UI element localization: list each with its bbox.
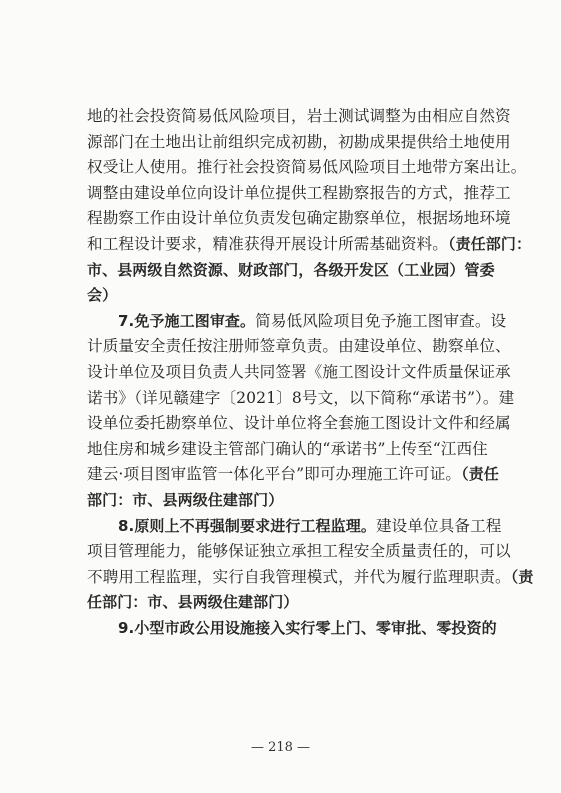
text-run: 简易低风险项目免予施工图审查。设: [255, 311, 507, 330]
text-run: 和工程设计要求，精准获得开展设计所需基础资料。: [87, 234, 448, 253]
responsible-department: （责任: [461, 465, 499, 484]
responsible-department: 市、县两级自然资源、财政部门，各级开发区（工业园）管委: [87, 260, 495, 279]
text-line: 调整由建设单位向设计单位提供工程勘察报告的方式，推荐工: [87, 183, 511, 202]
text-line: [87, 462, 499, 488]
page-number: — 218 —: [250, 740, 311, 755]
text-line: [87, 514, 502, 540]
text-line: [87, 232, 532, 258]
text-line: 地住房和城乡建设主管部门确认的“承诺书”上传至“江西住: [87, 439, 488, 458]
text-line: [87, 616, 497, 642]
text-line: 地的社会投资简易低风险项目，岩土测试调整为由相应自然资: [87, 107, 511, 125]
text-line: 设单位委托勘察单位、设计单位将全套施工图设计文件和经属: [87, 414, 511, 433]
responsible-department: （责: [510, 567, 534, 586]
text-line: 权受让人使用。推行社会投资简易低风险项目土地带方案出让。: [87, 158, 527, 177]
responsible-department: （责任部门：: [447, 234, 532, 253]
text-run: 不聘用工程监理，实行自我管理模式，并代为履行监理职责。: [87, 567, 511, 586]
item-heading-7: 7.免予施工图审查。: [118, 311, 256, 330]
text-line: 源部门在土地出让前组织完成初勘，初勘成果提供给土地使用: [87, 132, 511, 151]
responsible-department: 会）: [87, 286, 118, 305]
document-body: [87, 104, 534, 641]
text-line: 程勘察工作由设计单位负责发包确定勘察单位，根据场地环境: [87, 209, 511, 228]
item-heading-8: 8.原则上不再强制要求进行工程监理。: [118, 516, 376, 535]
responsible-department: 任部门：市、县两级住建部门）: [87, 593, 299, 612]
text-run: 建云·项目图审监管一体化平台”即可办理施工许可证。: [87, 465, 462, 484]
text-run: 建设单位具备工程: [375, 516, 502, 535]
responsible-department: 部门：市、县两级住建部门）: [87, 490, 284, 509]
item-heading-9: 9.小型市政公用设施接入实行零上门、零审批、零投资的: [118, 618, 497, 637]
text-line: 设计单位及项目负责人共同签署《施工图设计文件质量保证承: [87, 362, 511, 381]
text-line: 诺书》（详见赣建字〔2021〕8号文，以下简称“承诺书”）。建: [87, 388, 515, 407]
text-line: [87, 309, 507, 335]
text-line: 计质量安全责任按注册师签章负责。由建设单位、勘察单位、: [87, 337, 511, 356]
text-line: 项目管理能力，能够保证独立承担工程安全质量责任的，可以: [87, 542, 511, 561]
text-line: [87, 565, 534, 591]
